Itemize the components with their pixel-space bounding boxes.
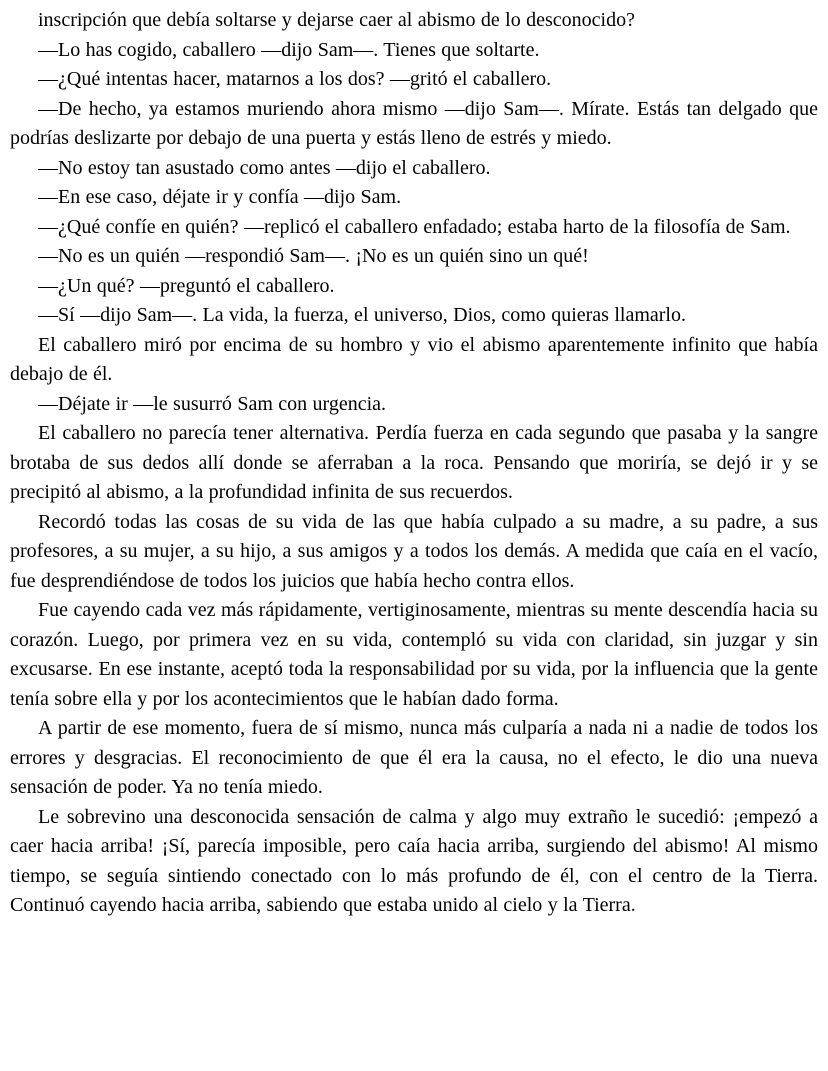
paragraph: —No es un quién —respondió Sam—. ¡No es un quién sino un qué! [38,245,589,267]
paragraph: inscripción que debía soltarse y dejarse caer al abismo de lo desconocido? [38,9,635,31]
paragraph: —¿Qué confíe en quién? —replicó el caballero enfadado; estaba harto de la filosofía de Sam. [38,215,791,238]
paragraph: Recordó todas las cosas de su vida de las que había culpado a su madre, a su padre, a sus profesores, a su mujer, a su hijo, a sus amigos y a todos los demás. A medida que caía en el vacío, fue desprendiéndose de todos los juicios que había hecho contra ellos. [10,510,818,592]
paragraph: A partir de ese momento, fuera de sí mismo, nunca más culparía a nada ni a nadie de todos los errores y desgracias. El reconocimiento de que él era la causa, no el efecto, le dio una nueva sensación de poder. Ya no tenía miedo. [10,717,818,798]
paragraph: Le sobrevino una desconocida sensación de calma y algo muy extraño le sucedió: ¡empezó a caer hacia arriba! ¡Sí, parecía imposible, pero caía hacia arriba, surgiendo del abismo! Al mismo tiempo, se seguía sintiendo conectado con lo más profundo de él, con el centro de la Tierra. Continuó cayendo hacia arriba, sabiendo que estaba unido al cielo y la Tierra. [10,805,818,916]
paragraph: —¿Un qué? —preguntó el caballero. [38,274,335,297]
paragraph: El caballero miró por encima de su hombro y vio el abismo aparentemente infinito que había debajo de él. [10,333,818,385]
paragraph: El caballero no parecía tener alternativa. Perdía fuerza en cada segundo que pasaba y la sangre brotaba de sus dedos allí donde se aferraban a la roca. Pensando que moriría, se dejó ir y se precipitó al abismo, a la profundidad infinita de sus recuerdos. [10,422,818,503]
paragraph: —No estoy tan asustado como antes —dijo el caballero. [38,156,491,179]
paragraph: —Lo has cogido, caballero —dijo Sam—. Tienes que soltarte. [38,38,540,61]
page-text [10,6,818,921]
paragraph: —¿Qué intentas hacer, matarnos a los dos? —gritó el caballero. [38,68,552,90]
paragraph: —Sí —dijo Sam—. La vida, la fuerza, el universo, Dios, como quieras llamarlo. [38,304,686,326]
paragraph: Fue cayendo cada vez más rápidamente, vertiginosamente, mientras su mente descendía hacia su corazón. Luego, por primera vez en su vida, contempló su vida con claridad, sin juzgar y sin excusarse. En ese instante, aceptó toda la responsabilidad por su vida, por la influencia que la gente tenía sobre ella y por los acontecimientos que le habían dado forma. [10,599,818,710]
paragraph: —Déjate ir —le susurró Sam con urgencia. [38,392,387,415]
paragraph: —De hecho, ya estamos muriendo ahora mismo —dijo Sam—. Mírate. Estás tan delgado que podrías deslizarte por debajo de una puerta y estás lleno de estrés y miedo. [10,97,818,149]
paragraph: —En ese caso, déjate ir y confía —dijo Sam. [38,186,402,208]
